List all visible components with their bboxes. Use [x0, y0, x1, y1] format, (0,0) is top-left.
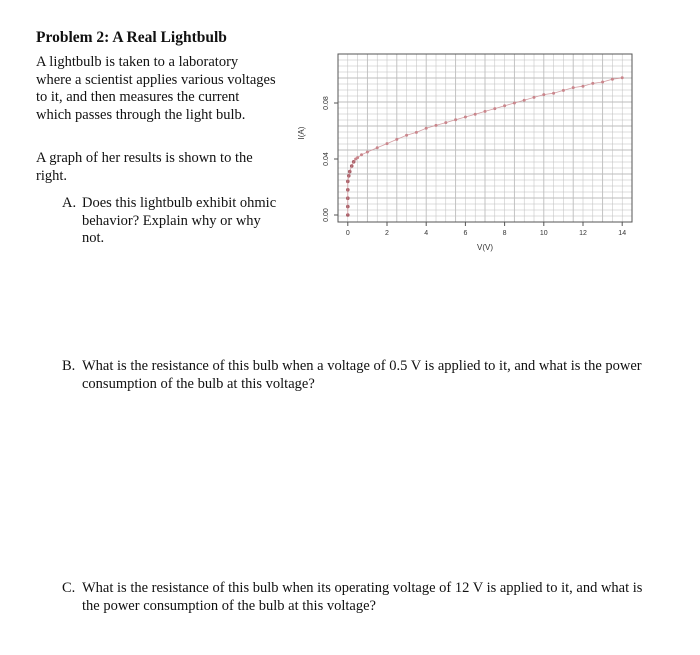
- x-tick-label: 8: [502, 230, 507, 237]
- question-a: [62, 195, 280, 248]
- question-b-text: What is the resistance of this bulb when a voltage of 0.5 V is applied to it, and what is the power consumption of the bulb at this voltage?: [82, 358, 642, 392]
- question-b: [62, 358, 662, 393]
- x-tick-label: 12: [579, 230, 587, 237]
- x-tick-label: 6: [463, 230, 468, 237]
- y-tick-label: 0.04: [323, 152, 330, 166]
- question-b-letter: B.: [62, 358, 76, 374]
- x-tick-label: 14: [618, 230, 627, 237]
- problem-intro: A lightbulb is taken to a laboratory where a scientist applies various voltages to it, and then measures the current which passes through the light bulb.: [36, 54, 276, 123]
- graph-note: A graph of her results is shown to the right.: [36, 150, 253, 184]
- question-c-letter: C.: [62, 580, 76, 596]
- y-tick-label: 0.00: [323, 208, 330, 222]
- iv-chart: [290, 40, 640, 270]
- chart-grid: [338, 54, 632, 222]
- question-a-letter: A.: [62, 195, 77, 211]
- x-tick-label: 4: [424, 230, 429, 237]
- problem-title: Problem 2: A Real Lightbulb: [36, 29, 227, 46]
- question-c-text: What is the resistance of this bulb when its operating voltage of 12 V is applied to it, and what is the power consumption of the bulb at this voltage?: [82, 580, 643, 614]
- y-axis-label: I(A): [297, 126, 306, 140]
- x-tick-label: 10: [539, 230, 548, 237]
- question-c: [62, 580, 662, 615]
- x-tick-label: 2: [385, 230, 389, 237]
- y-tick-label: 0.08: [323, 96, 330, 110]
- x-axis-label: V(V): [477, 243, 493, 252]
- question-a-text: Does this lightbulb exhibit ohmic behavior? Explain why or why not.: [82, 195, 277, 246]
- x-tick-label: 0: [345, 230, 350, 237]
